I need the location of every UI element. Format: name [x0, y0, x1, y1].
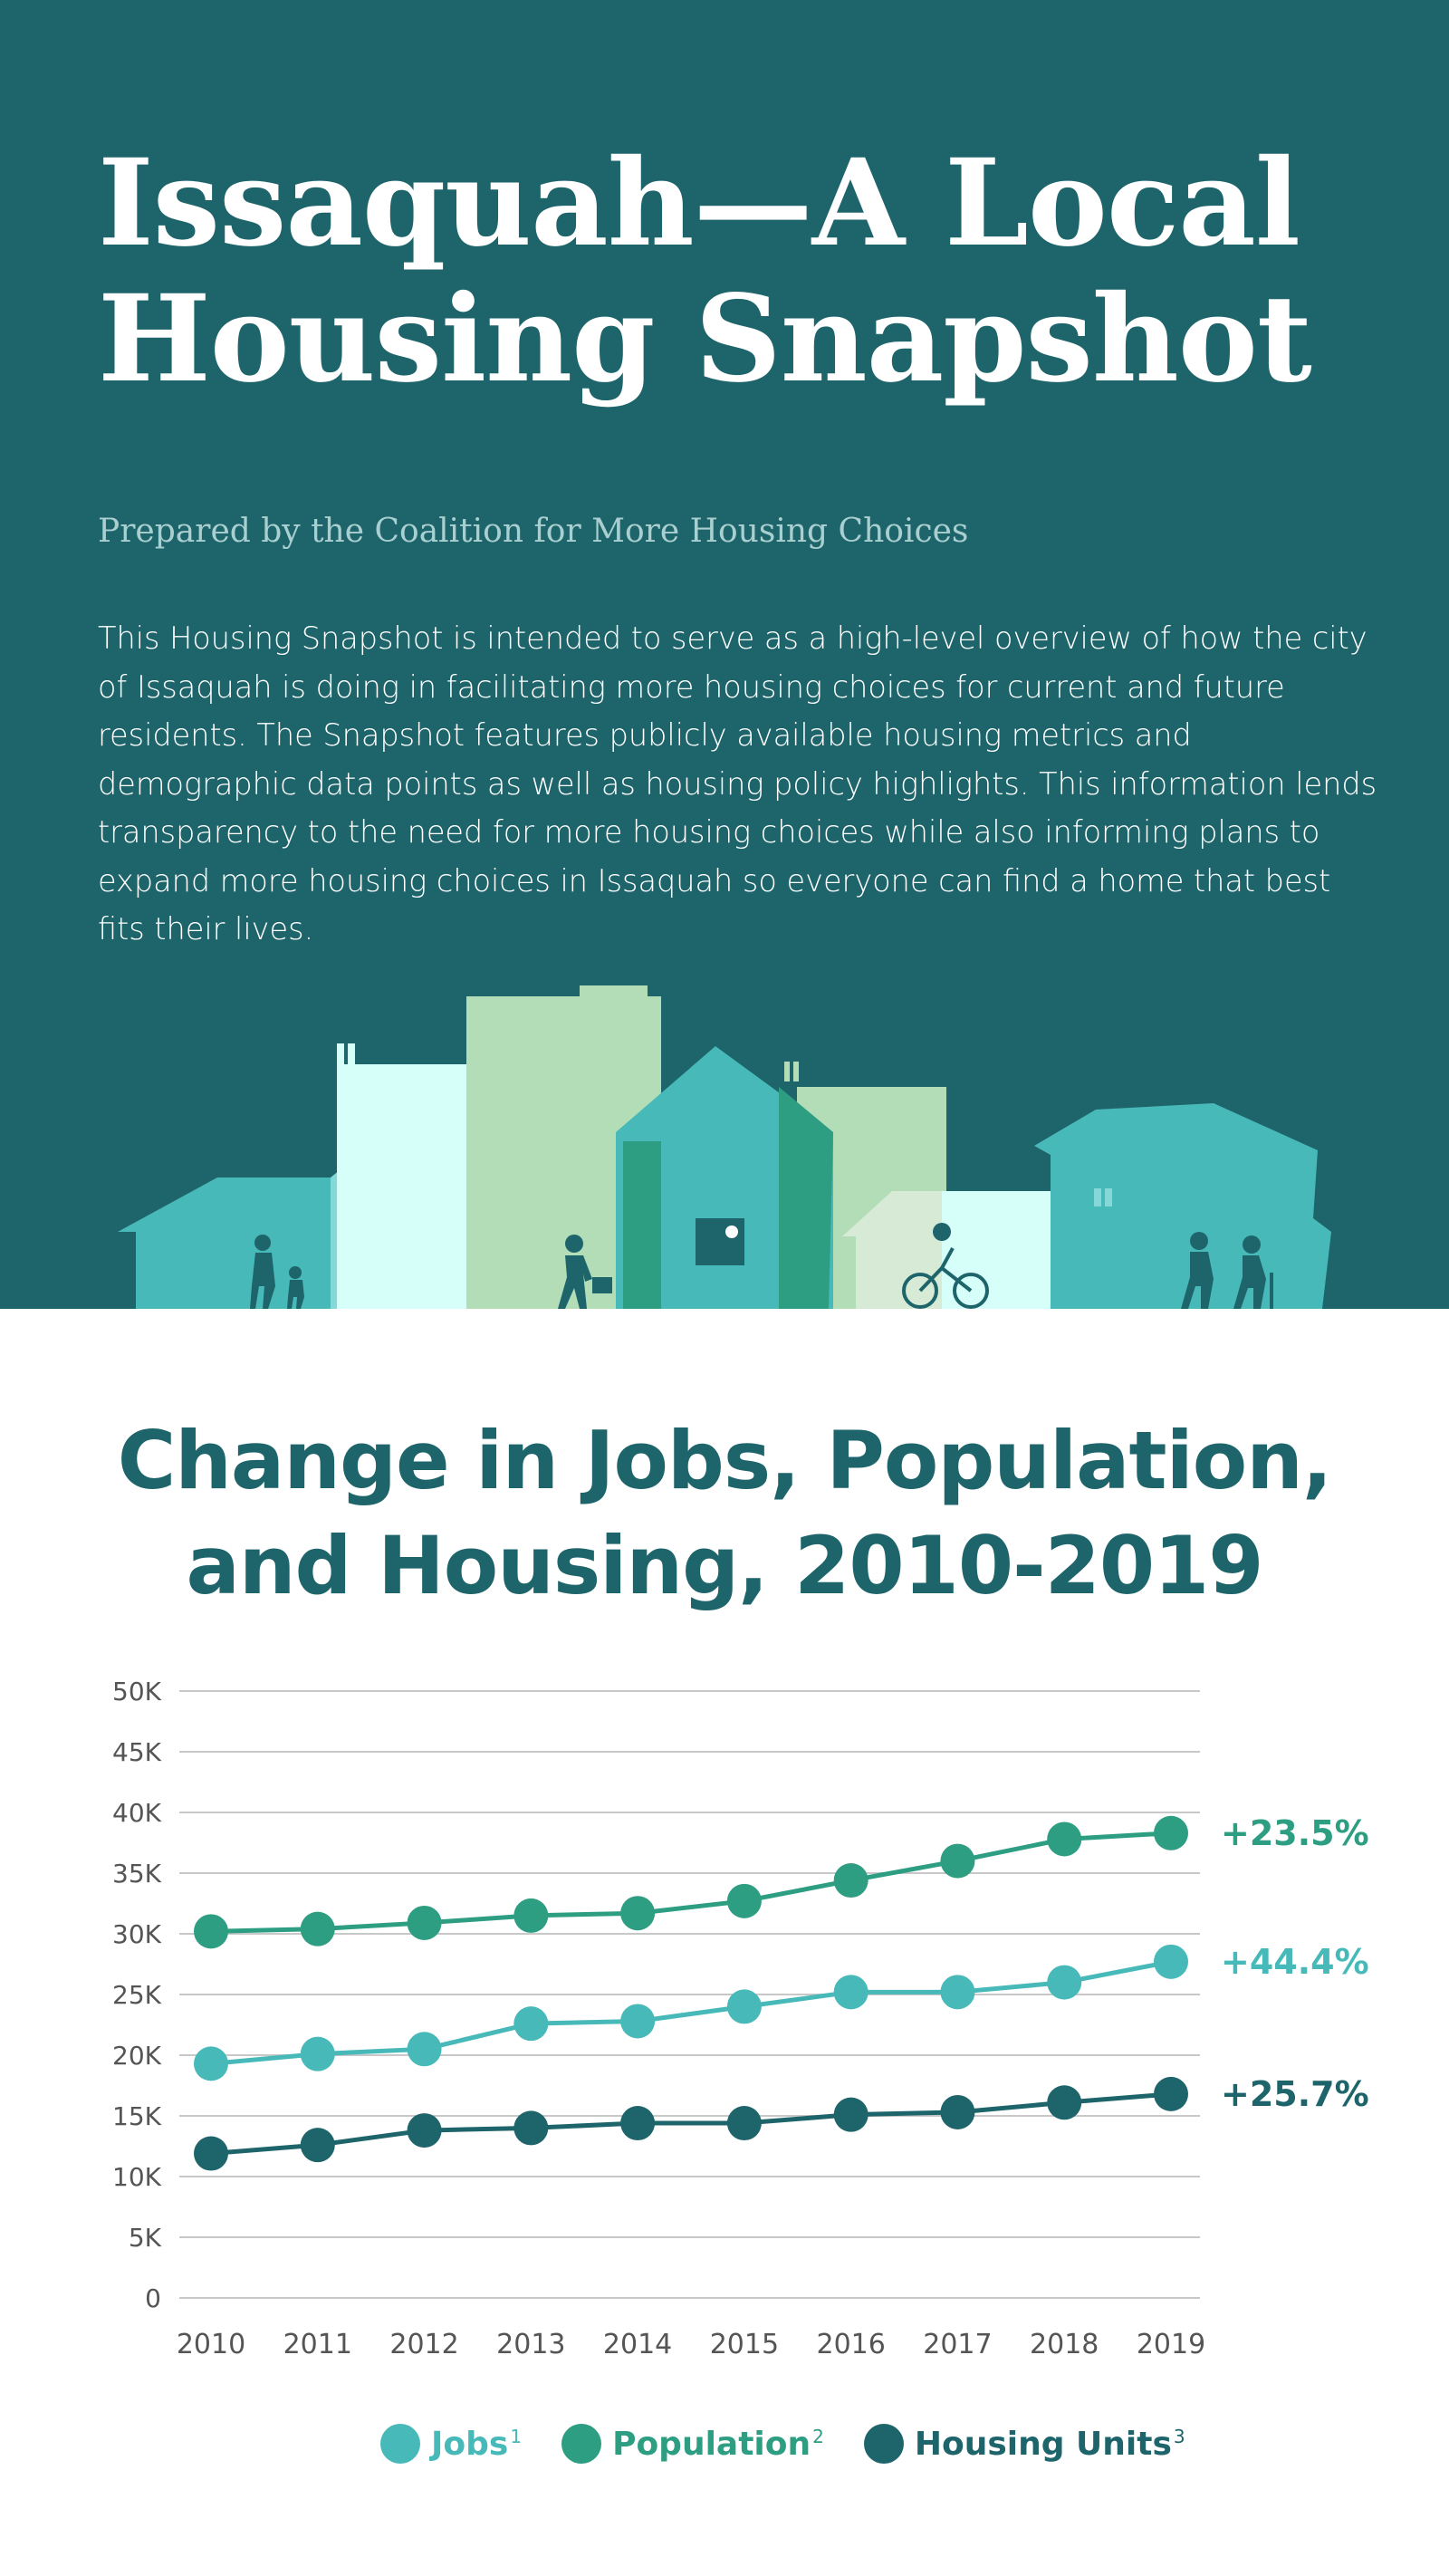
x-axis-ticks [177, 2329, 1205, 2360]
data-point-housing [513, 2110, 548, 2145]
data-point-jobs [834, 1975, 868, 2009]
x-tick-label: 2017 [923, 2329, 993, 2360]
data-point-housing [194, 2137, 228, 2171]
x-tick-label: 2014 [602, 2329, 673, 2360]
x-tick-label: 2012 [389, 2329, 459, 2360]
legend-label-population: Population $^2$ [612, 2425, 824, 2463]
data-point-jobs [301, 2037, 335, 2071]
y-tick-label: 0 [145, 2283, 161, 2313]
change-label-population: +23.5% [1221, 1812, 1369, 1853]
series-population [194, 1816, 1188, 1949]
data-point-jobs [194, 2046, 228, 2081]
data-point-jobs [940, 1975, 974, 2009]
chimney [784, 1062, 790, 1081]
building-white-tall [337, 1064, 468, 1309]
page-title-line-2: Housing Snapshot [98, 269, 1311, 409]
chimney [1094, 1188, 1101, 1206]
legend-label-housing: Housing Units $^3$ [914, 2425, 1185, 2463]
x-tick-label: 2015 [709, 2329, 780, 2360]
data-point-jobs [727, 1989, 762, 2023]
y-tick-label: 10K [112, 2162, 161, 2192]
chart-legend [380, 2418, 1185, 2469]
x-tick-label: 2016 [816, 2329, 886, 2360]
chimney [1105, 1188, 1112, 1206]
chimney [793, 1062, 799, 1081]
data-point-housing [940, 2095, 974, 2129]
data-point-population [301, 1912, 335, 1946]
y-tick-label: 20K [112, 2041, 161, 2071]
x-tick-label: 2011 [283, 2329, 352, 2360]
data-point-housing [1154, 2077, 1188, 2111]
data-point-housing [727, 2106, 762, 2140]
data-point-jobs [620, 2004, 655, 2038]
legend-dot-housing [864, 2424, 904, 2464]
data-point-housing [834, 2098, 868, 2132]
tower-top [580, 985, 648, 998]
data-point-population [408, 1906, 442, 1940]
series-lines [194, 1816, 1188, 2171]
x-tick-label: 2019 [1136, 2329, 1206, 2360]
legend-item-jobs [380, 2424, 522, 2464]
chart-title [0, 1408, 1449, 1619]
y-tick-label: 45K [112, 1737, 161, 1767]
cyclist-head [933, 1223, 951, 1241]
series-line-jobs [211, 1962, 1171, 2064]
data-point-population [194, 1914, 228, 1948]
grid-lines [179, 1691, 1200, 2298]
data-point-population [1154, 1816, 1188, 1850]
page-title-line-1: Issaquah—A Local [98, 133, 1300, 274]
change-labels [1221, 1813, 1369, 2114]
line-chart [0, 1648, 1449, 2391]
legend-dot-jobs [380, 2424, 420, 2464]
change-label-jobs: +44.4% [1221, 1941, 1369, 1982]
data-point-population [620, 1896, 655, 1930]
x-tick-label: 2018 [1030, 2329, 1099, 2360]
data-point-jobs [408, 2032, 442, 2066]
y-tick-label: 25K [112, 1980, 161, 2010]
y-tick-label: 50K [112, 1677, 161, 1706]
chart-title-line-1: Change in Jobs, Population, [117, 1414, 1332, 1507]
legend-item-population [561, 2424, 824, 2464]
legend-dot-population [561, 2424, 601, 2464]
data-point-housing [408, 2113, 442, 2148]
y-tick-label: 40K [112, 1798, 161, 1828]
chimney [337, 1043, 344, 1065]
house-center-window [696, 1218, 744, 1265]
chart-title-line-2: and Housing, 2010-2019 [186, 1519, 1263, 1612]
x-tick-label: 2013 [496, 2329, 566, 2360]
data-point-population [834, 1863, 868, 1898]
y-tick-label: 5K [128, 2223, 161, 2253]
series-line-population [211, 1833, 1171, 1932]
data-point-housing [301, 2128, 335, 2162]
page-title [98, 133, 1384, 409]
legend-footnote-jobs: 1 [510, 2425, 523, 2447]
series-housing [194, 2077, 1188, 2171]
x-tick-label: 2010 [176, 2329, 246, 2360]
data-point-population [727, 1884, 762, 1918]
legend-footnote-housing: 3 [1173, 2425, 1185, 2447]
data-point-housing [1047, 2085, 1081, 2119]
change-label-housing: +25.7% [1221, 2073, 1369, 2114]
y-tick-label: 30K [112, 1919, 161, 1949]
series-jobs [194, 1945, 1188, 2081]
skyline-illustration [0, 960, 1449, 1309]
data-point-population [1047, 1821, 1081, 1856]
data-point-population [940, 1844, 974, 1879]
legend-footnote-population: 2 [812, 2425, 824, 2447]
chimney [348, 1043, 355, 1065]
house-center-wall [623, 1141, 661, 1309]
y-tick-label: 35K [112, 1859, 161, 1889]
y-axis-ticks [112, 1677, 162, 2313]
data-point-housing [620, 2106, 655, 2140]
data-point-jobs [513, 2006, 548, 2041]
legend-label-jobs: Jobs $^1$ [431, 2425, 523, 2463]
window-figure [725, 1226, 738, 1238]
y-tick-label: 15K [112, 2101, 161, 2131]
series-line-housing [211, 2094, 1171, 2154]
intro-paragraph: This Housing Snapshot is intended to serve as a high-level overview of how the city of Issaquah is doing in facilitating more housing choices for current and future residents. The Snapshot features publicly available housing metrics and demographic data points as well as housing policy highlights. This information lends transparency to the need for more housing choices while also informing plans to expand more housing choices in Issaquah so everyone can find a home that best fits their lives. [98, 620, 1377, 947]
data-point-population [513, 1898, 548, 1933]
house-right [1034, 1103, 1331, 1309]
page-subtitle: Prepared by the Coalition for More Housing Choices [98, 513, 969, 550]
building-white-low [942, 1191, 1055, 1309]
data-point-jobs [1154, 1945, 1188, 1979]
data-point-jobs [1047, 1966, 1081, 2000]
legend-item-housing [864, 2424, 1185, 2464]
